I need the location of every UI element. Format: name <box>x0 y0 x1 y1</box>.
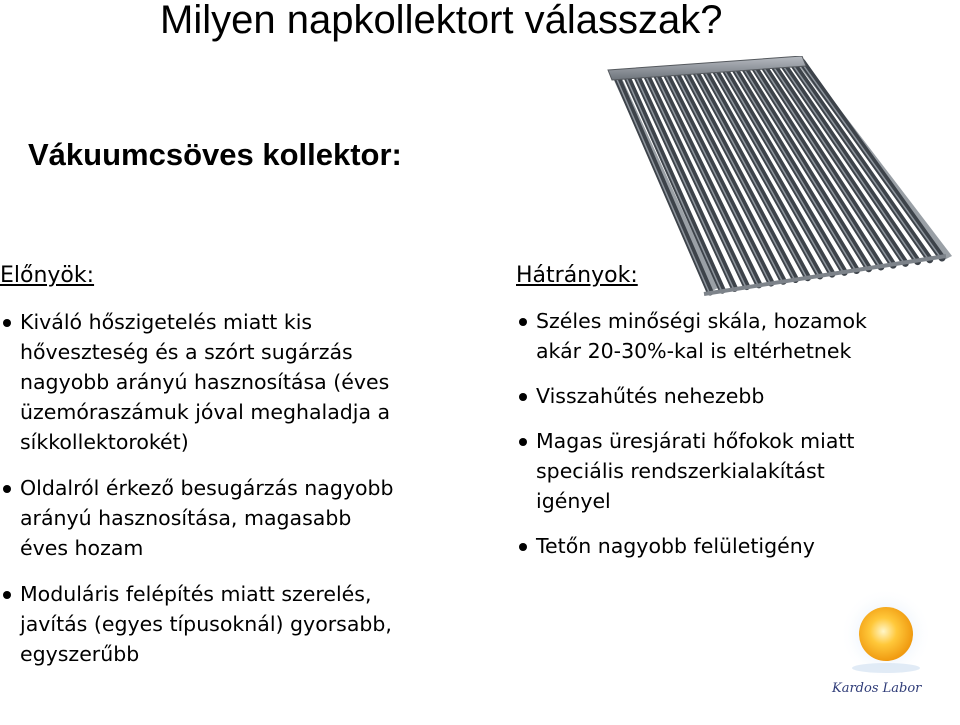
disadvantage-item: Tetőn nagyobb felületigény <box>516 531 960 561</box>
advantages-list <box>0 307 505 685</box>
logo-text: Kardos Labor <box>832 681 922 696</box>
disadvantage-item: Magas üresjárati hőfokok miatt speciális rendszerkialakítást igényel <box>516 426 960 516</box>
disadvantage-item: Visszahűtés nehezebb <box>516 381 960 411</box>
disadvantages-list <box>516 306 960 576</box>
disadvantage-item: Széles minőségi skála, hozamok akár 20-30%-kal is eltérhetnek <box>516 306 960 366</box>
advantage-item: Moduláris felépítés miatt szerelés, javítás (egyes típusoknál) gyorsabb, egyszerűbb <box>0 579 505 669</box>
advantage-item: Oldalról érkező besugárzás nagyobb arányú hasznosítása, magasabb éves hozam <box>0 473 505 563</box>
page-title: Milyen napkollektort válasszak? <box>160 0 723 42</box>
advantage-item: Kiváló hőszigetelés miatt kis hőveszteség és a szórt sugárzás nagyobb arányú hasznosítása (éves üzemóraszámuk jóval meghaladja a síkkollektorokét) <box>0 307 505 457</box>
section-title: Vákuumcsöves kollektor: <box>28 137 402 172</box>
advantages-heading: Előnyök: <box>0 263 95 288</box>
sun-logo-icon <box>830 588 950 688</box>
disadvantages-heading: Hátrányok: <box>516 263 638 288</box>
vacuum-tube-collector-image <box>606 56 960 306</box>
